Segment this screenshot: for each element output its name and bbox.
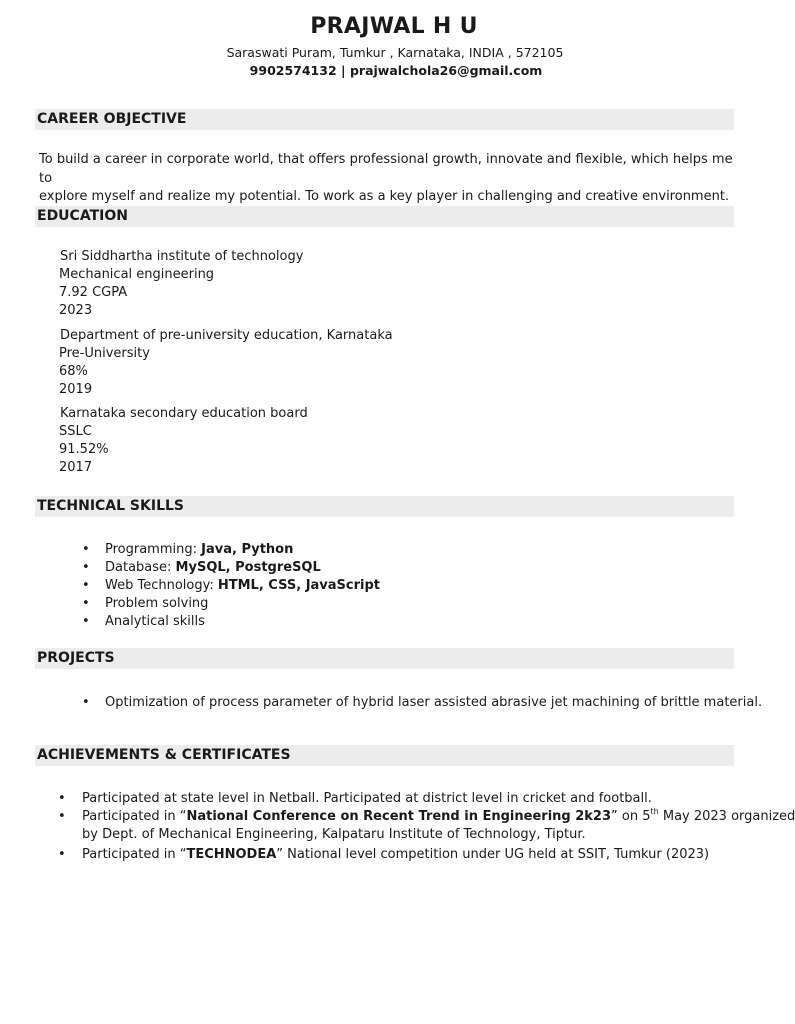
score: 68%	[59, 364, 88, 379]
contact-line	[0, 63, 792, 78]
section-heading-technical-skills: TECHNICAL SKILLS	[35, 496, 734, 517]
email-address: prajwalchola26@gmail.com	[349, 63, 543, 78]
bullet-icon: •	[82, 578, 90, 593]
institution-name: Department of pre-university education, Karnataka	[60, 328, 393, 343]
skill-item: Analytical skills	[105, 614, 205, 629]
institution-name: Sri Siddhartha institute of technology	[60, 249, 304, 264]
bullet-icon: •	[82, 614, 90, 629]
skill-value: MySQL, PostgreSQL	[175, 560, 321, 575]
bullet-icon: •	[82, 542, 90, 557]
skill-label: Programming:	[105, 542, 202, 557]
achievement-text: Participated in “	[82, 809, 187, 824]
bullet-icon: •	[58, 847, 66, 862]
year: 2019	[59, 382, 93, 397]
phone-number: 9902574132	[249, 63, 337, 78]
score: 7.92 CGPA	[59, 285, 128, 300]
bullet-icon: •	[82, 695, 90, 710]
skill-item	[105, 559, 321, 577]
skill-label: Web Technology:	[105, 578, 218, 593]
career-objective-text	[39, 151, 739, 207]
achievement-text: by Dept. of Mechanical Engineering, Kalpataru Institute of Technology, Tiptur.	[82, 827, 586, 842]
achievement-item: Participated at state level in Netball. Participated at district level in cricket and football.	[82, 791, 652, 806]
year: 2017	[59, 460, 93, 475]
section-heading-career-objective: CAREER OBJECTIVE	[35, 109, 734, 130]
skill-item: Problem solving	[105, 596, 209, 611]
score: 91.52%	[59, 442, 109, 457]
year: 2023	[59, 303, 93, 318]
career-objective-line: To build a career in corporate world, that offers professional growth, innovate and flexible, which helps me to	[39, 152, 733, 186]
course-name: SSLC	[59, 424, 92, 439]
skill-label: Database:	[105, 560, 176, 575]
project-item: Optimization of process parameter of hybrid laser assisted abrasive jet machining of brittle material.	[105, 695, 763, 710]
skill-item	[105, 577, 380, 595]
bullet-icon: •	[58, 809, 66, 824]
career-objective-line: explore myself and realize my potential. To work as a key player in challenging and creative environment.	[39, 189, 730, 204]
course-name: Pre-University	[59, 346, 150, 361]
candidate-name: PRAJWAL H U	[310, 14, 478, 39]
skill-value: HTML, CSS, JavaScript	[217, 578, 381, 593]
competition-name: TECHNODEA	[186, 847, 277, 862]
achievement-item	[82, 846, 709, 864]
bullet-icon: •	[58, 791, 66, 806]
section-heading-projects: PROJECTS	[35, 648, 734, 669]
bullet-icon: •	[82, 596, 90, 611]
achievement-text: May 2023 organized	[658, 809, 795, 824]
section-heading-education: EDUCATION	[35, 206, 734, 227]
skill-value: Java, Python	[201, 542, 294, 557]
achievement-text: ” National level competition under UG held at SSIT, Tumkur (2023)	[276, 847, 710, 862]
education-entry	[59, 405, 308, 477]
institution-name: Karnataka secondary education board	[60, 406, 308, 421]
education-entry	[59, 248, 303, 320]
ordinal-suffix: th	[650, 807, 659, 816]
separator: |	[341, 63, 346, 78]
section-heading-achievements: ACHIEVEMENTS & CERTIFICATES	[35, 745, 734, 766]
conference-name: National Conference on Recent Trend in Engineering 2k23	[186, 809, 612, 824]
achievement-text: ” on 5	[611, 809, 651, 824]
bullet-icon: •	[82, 560, 90, 575]
course-name: Mechanical engineering	[59, 267, 215, 282]
address: Saraswati Puram, Tumkur , Karnataka, INDIA , 572105	[226, 45, 564, 60]
education-entry	[59, 327, 393, 399]
achievement-item	[82, 808, 795, 844]
achievement-text: Participated in “	[82, 847, 187, 862]
skill-item	[105, 541, 293, 559]
